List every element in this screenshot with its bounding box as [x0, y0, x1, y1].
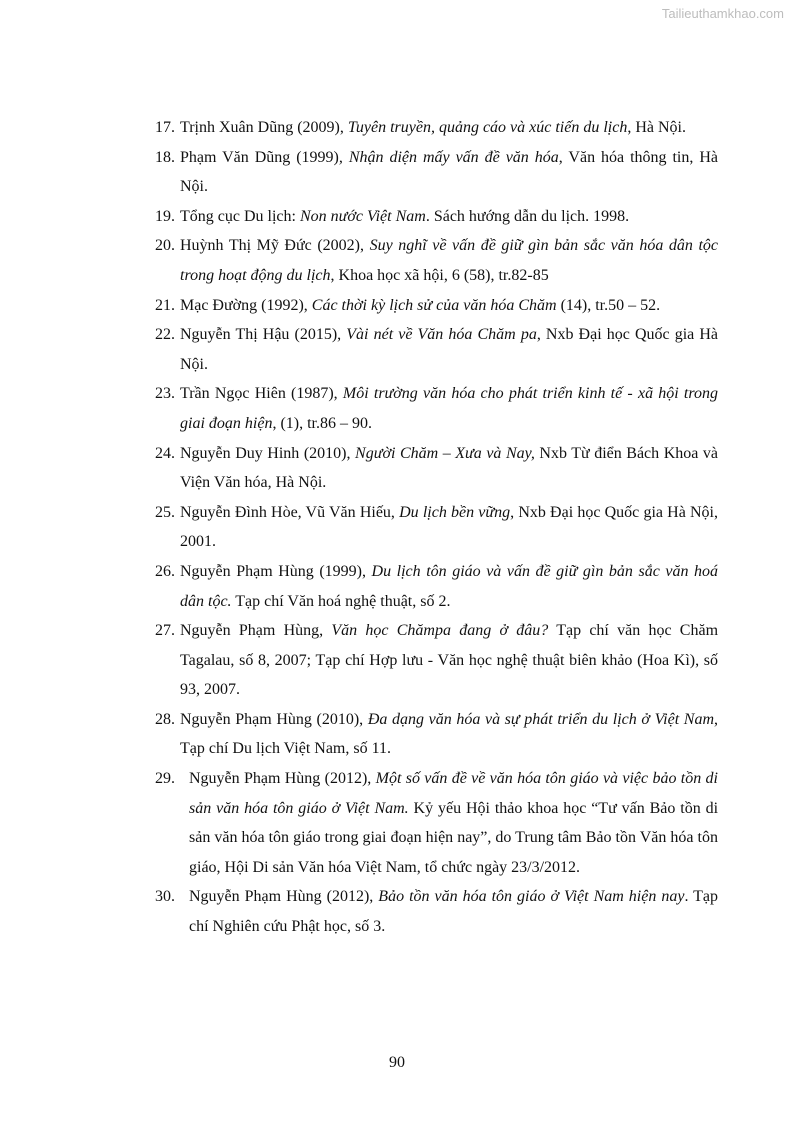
reference-details: Tạp chí Văn hoá nghệ thuật, số 2. — [231, 592, 451, 610]
reference-number: 27. — [155, 622, 175, 640]
reference-author: Nguyễn Phạm Hùng (2010), — [180, 710, 368, 728]
reference-title: Vài nét về Văn hóa Chăm pa — [346, 326, 537, 344]
reference-details: , Văn hóa thông tin, Hà Nội. — [180, 148, 718, 196]
reference-title: Suy nghĩ về vấn đề giữ gìn bản sắc văn hóa dân tộc trong hoạt động du lịch — [180, 237, 719, 284]
reference-author: Nguyễn Phạm Hùng (2012), — [189, 888, 379, 906]
reference-author: Mạc Đường (1992), — [180, 296, 312, 314]
reference-title: Du lịch tôn giáo và vấn đề giữ gìn bản sắc văn hoá dân tộc. — [180, 562, 719, 610]
reference-title: Môi trường văn hóa cho phát triển kinh tế - xã hội trong giai đoạn hiện — [180, 385, 718, 432]
reference-title: Các thời kỳ lịch sử của văn hóa Chăm — [311, 296, 557, 314]
list-item — [155, 764, 718, 882]
list-item — [155, 291, 718, 321]
page-number: 90 — [389, 1054, 405, 1071]
reference-details: Nxb Từ điển Bách Khoa và Viện Văn hóa, Hà Nội. — [180, 444, 719, 492]
reference-details: . Tạp chí Nghiên cứu Phật học, số 3. — [189, 888, 719, 936]
reference-details: , Khoa học xã hội, 6 (58), tr.82-85 — [330, 266, 549, 284]
list-item — [155, 379, 718, 438]
reference-details: Tạp chí văn học Chăm Tagalau, số 8, 2007; Tạp chí Hợp lưu - Văn học nghệ thuật biên khảo (Hoa Kì), số 93, 2007. — [180, 622, 719, 699]
watermark: Tailieuthamkhao.com — [661, 6, 784, 21]
reference-author: Nguyễn Phạm Hùng (1999), — [180, 562, 372, 580]
reference-number: 29. — [155, 770, 175, 788]
list-item — [155, 439, 718, 498]
list-item — [155, 113, 718, 143]
list-item — [155, 231, 718, 290]
reference-number: 19. — [155, 207, 175, 225]
list-item — [155, 202, 718, 232]
reference-details: , Nxb Đại học Quốc gia Hà Nội. — [180, 326, 718, 373]
reference-title: , Nhận diện mấy vấn đề văn hóa — [338, 148, 559, 166]
reference-title: Đa dạng văn hóa và sự phát triển du lịch ở Việt Nam — [367, 710, 714, 728]
reference-number: 20. — [155, 237, 175, 255]
reference-author: Nguyễn Đình Hòe, Vũ Văn Hiếu, — [180, 503, 400, 521]
reference-title: Bảo tồn văn hóa tôn giáo ở Việt Nam hiện nay — [378, 888, 685, 906]
reference-list — [155, 113, 718, 942]
reference-author: Nguyễn Phạm Hùng, — [180, 622, 332, 640]
reference-number: 21. — [155, 296, 175, 314]
reference-details: , Nxb Đại học Quốc gia Hà Nội, 2001. — [180, 503, 719, 551]
reference-author: Tổng cục Du lịch: — [180, 207, 300, 225]
list-item — [155, 882, 718, 941]
reference-number: 25. — [155, 503, 175, 521]
list-item — [155, 557, 718, 616]
reference-details: . Sách hướng dẫn du lịch. 1998. — [425, 207, 630, 225]
reference-number: 17. — [155, 119, 175, 136]
reference-author: Nguyễn Thị Hậu (2015), — [180, 326, 347, 344]
reference-details: (14), tr.50 – 52. — [556, 296, 661, 314]
reference-author: Trần Ngọc Hiên (1987), — [180, 385, 343, 403]
reference-number: 24. — [155, 444, 175, 462]
reference-details: , (1), tr.86 – 90. — [272, 414, 372, 432]
reference-author: Huỳnh Thị Mỹ Đức (2002), — [180, 237, 370, 255]
reference-number: 22. — [155, 326, 175, 344]
reference-author: Phạm Văn Dũng (1999) — [180, 148, 339, 166]
reference-number: 18. — [155, 148, 175, 166]
reference-author: Nguyễn Duy Hinh (2010), — [180, 444, 356, 462]
reference-title: Du lịch bền vững — [399, 503, 511, 521]
reference-details: , Tạp chí Du lịch Việt Nam, số 11. — [180, 710, 718, 758]
reference-number: 28. — [155, 710, 175, 728]
list-item — [155, 498, 718, 557]
reference-number: 30. — [155, 888, 175, 906]
reference-number: 23. — [155, 385, 175, 403]
list-item — [155, 143, 718, 202]
list-item — [155, 320, 718, 379]
list-item — [155, 705, 718, 764]
reference-title: Văn học Chămpa đang ở đâu? — [331, 622, 549, 640]
reference-author: Trịnh Xuân Dũng (2009), — [180, 119, 348, 136]
reference-title: Người Chăm – Xưa và Nay, — [355, 444, 535, 462]
reference-title: Một số vấn đề về văn hóa tôn giáo và việc bảo tồn di sản văn hóa tôn giáo ở Việt Nam. — [189, 770, 719, 817]
reference-details: , Hà Nội. — [627, 119, 686, 136]
reference-number: 26. — [155, 562, 175, 580]
reference-author: Nguyễn Phạm Hùng (2012), — [189, 770, 376, 788]
reference-details: Kỷ yếu Hội thảo khoa học “Tư vấn Bảo tồn di sản văn hóa tôn giáo trong giai đoạn hiện nay”, do Trung tâm Bảo tồn Văn hóa tôn giáo, Hội Di sản Văn hóa Việt Nam, tổ chức ngày 23/3/2012. — [189, 799, 719, 876]
reference-title: Non nước Việt Nam — [299, 207, 426, 225]
reference-title: Tuyên truyền, quảng cáo và xúc tiến du lịch — [347, 119, 628, 136]
list-item — [155, 616, 718, 705]
